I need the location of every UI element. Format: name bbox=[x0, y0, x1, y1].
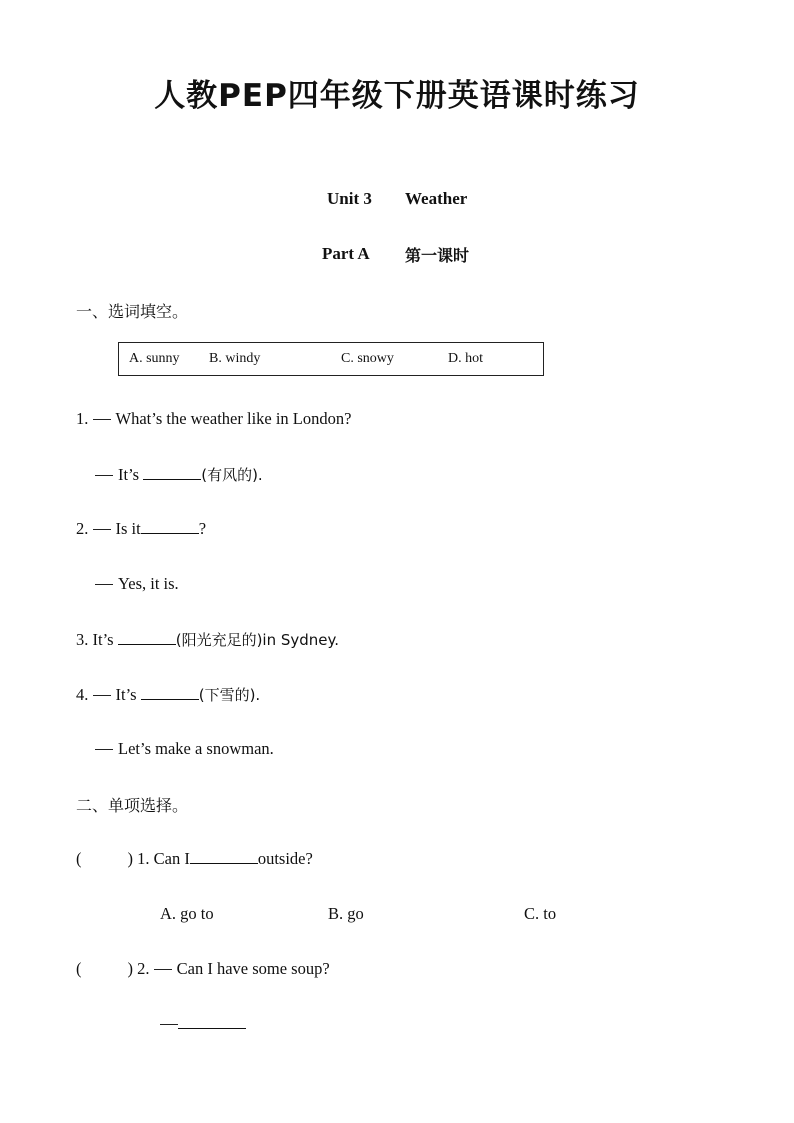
answer-text: Yes, it is. bbox=[118, 574, 179, 593]
word-option-d: D. hot bbox=[448, 351, 483, 366]
mc-question-2 bbox=[76, 959, 330, 979]
question-3-hint: (阳光充足的)in Sydney. bbox=[175, 631, 340, 649]
answer-paren-open: ( bbox=[76, 959, 82, 978]
mc-question-1 bbox=[76, 849, 313, 869]
mc-option-c[interactable]: C. to bbox=[524, 904, 557, 923]
mc-option-a[interactable]: A. go to bbox=[160, 904, 214, 923]
dialog-dash bbox=[95, 584, 113, 585]
answer-blank[interactable] bbox=[141, 685, 199, 700]
section1-heading: 一、选词填空。 bbox=[76, 302, 189, 321]
question-1-text: What’s the weather like in London? bbox=[115, 409, 352, 428]
word-option-c: C. snowy bbox=[341, 351, 394, 366]
question-3-number: 3. bbox=[76, 630, 89, 649]
question-2-suffix: ? bbox=[198, 519, 207, 538]
answer-hint: (有风的). bbox=[201, 466, 263, 484]
question-3-prefix: It’s bbox=[92, 630, 118, 649]
question-3 bbox=[76, 629, 339, 650]
section2-heading: 二、单项选择。 bbox=[76, 796, 189, 815]
mc-question-2-number: 2. bbox=[137, 959, 150, 978]
question-4-answer bbox=[95, 739, 274, 759]
question-2 bbox=[76, 519, 206, 539]
question-2-number: 2. bbox=[76, 519, 89, 538]
question-2-prefix: Is it bbox=[115, 519, 141, 538]
mc-question-1-suffix: outside? bbox=[257, 849, 313, 868]
question-4-hint: (下雪的). bbox=[198, 686, 261, 704]
word-option-b: B. windy bbox=[209, 351, 261, 366]
question-2-answer bbox=[95, 574, 179, 594]
answer-prefix: It’s bbox=[118, 465, 144, 484]
part-name: 第一课时 bbox=[405, 246, 470, 265]
dialog-dash bbox=[93, 695, 111, 696]
mc-question-2-answer bbox=[160, 1014, 246, 1034]
mc-question-1-number: 1. bbox=[137, 849, 150, 868]
part-label: Part A bbox=[322, 244, 370, 263]
dialog-dash bbox=[95, 749, 113, 750]
page-title: 人教PEP四年级下册英语课时练习 bbox=[154, 78, 640, 114]
question-1 bbox=[76, 409, 351, 429]
question-4 bbox=[76, 684, 260, 705]
question-1-answer bbox=[95, 464, 263, 485]
answer-blank[interactable] bbox=[143, 465, 201, 480]
unit-label: Unit 3 bbox=[327, 189, 372, 208]
question-4-number: 4. bbox=[76, 685, 89, 704]
mc-option-b[interactable]: B. go bbox=[328, 904, 364, 923]
question-1-number: 1. bbox=[76, 409, 89, 428]
dialog-dash bbox=[93, 529, 111, 530]
unit-name: Weather bbox=[405, 189, 468, 208]
word-option-a: A. sunny bbox=[129, 351, 180, 366]
dialog-dash bbox=[93, 419, 111, 420]
answer-blank[interactable] bbox=[141, 519, 199, 534]
dialog-dash bbox=[160, 1024, 178, 1025]
answer-blank[interactable] bbox=[190, 849, 258, 864]
dialog-dash bbox=[95, 475, 113, 476]
answer-paren-open: ( bbox=[76, 849, 82, 868]
dialog-dash bbox=[154, 969, 172, 970]
answer-blank[interactable] bbox=[118, 630, 176, 645]
word-bank-box bbox=[118, 342, 544, 376]
answer-paren-close: ) bbox=[127, 959, 133, 978]
answer-text: Let’s make a snowman. bbox=[118, 739, 274, 758]
mc-question-1-prefix: Can I bbox=[153, 849, 190, 868]
answer-paren-close: ) bbox=[127, 849, 133, 868]
question-4-prefix: It’s bbox=[115, 685, 141, 704]
mc-question-2-text: Can I have some soup? bbox=[176, 959, 330, 978]
answer-blank[interactable] bbox=[178, 1014, 246, 1029]
